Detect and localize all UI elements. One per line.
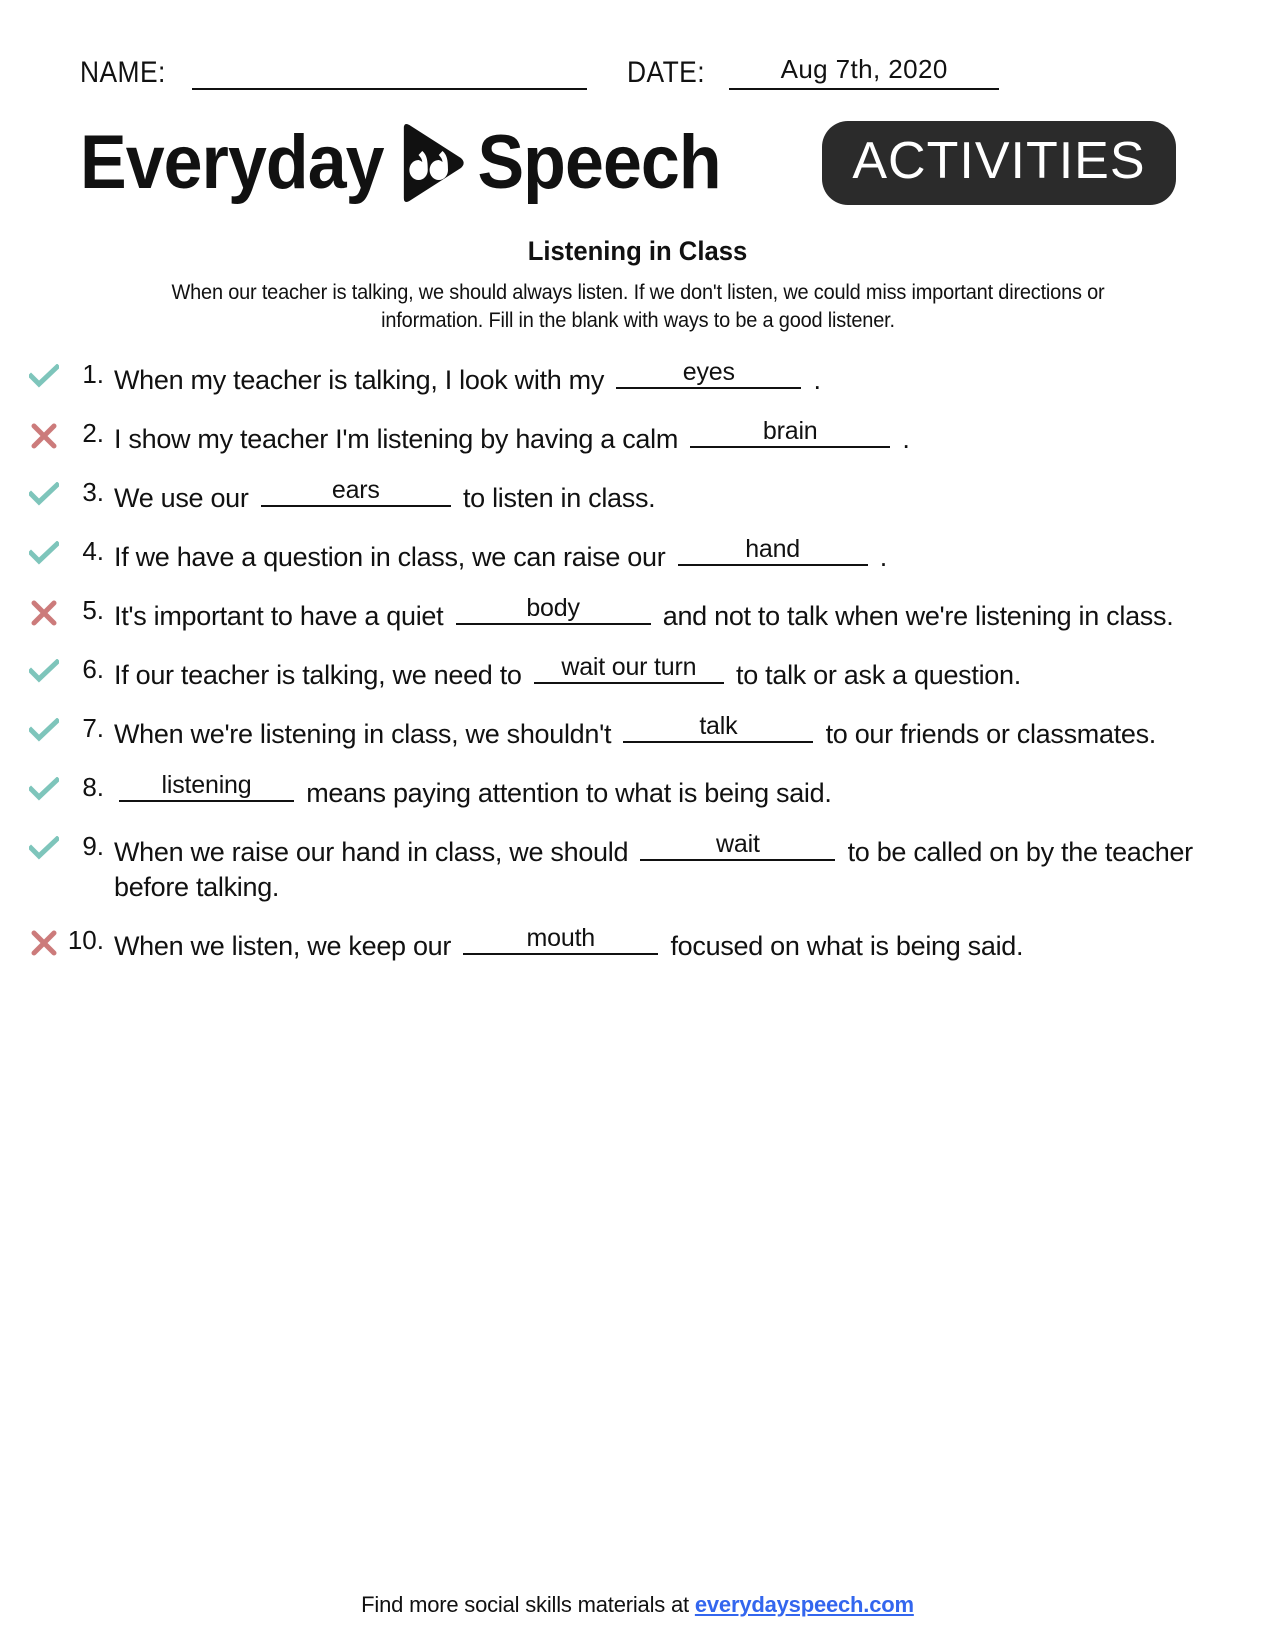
question-text-after: means paying attention to what is being said.	[299, 777, 832, 808]
question-text-before: If we have a question in class, we can raise our	[114, 541, 673, 572]
answer-blank[interactable]	[119, 770, 294, 802]
brand-wordmark	[80, 120, 721, 206]
footer-text: Find more social skills materials at	[361, 1592, 695, 1617]
question-text-before: When my teacher is talking, I look with my	[114, 365, 612, 396]
question-text	[114, 357, 1215, 399]
question-row	[22, 770, 1215, 812]
question-row	[22, 593, 1215, 635]
answer-blank[interactable]	[534, 652, 724, 684]
question-text	[114, 416, 1215, 458]
question-row	[22, 652, 1215, 694]
check-icon	[22, 652, 66, 683]
check-icon	[22, 770, 66, 801]
name-label: NAME:	[80, 56, 166, 89]
date-label: DATE:	[626, 56, 705, 89]
check-icon	[22, 711, 66, 742]
answer-value: wait our turn	[561, 652, 697, 681]
question-text-before: We use our	[114, 483, 256, 514]
answer-blank[interactable]	[623, 711, 813, 743]
cross-icon	[22, 593, 66, 626]
question-text-before: If our teacher is talking, we need to	[114, 659, 529, 690]
brand-word-everyday: Everyday	[80, 120, 384, 205]
answer-value: brain	[762, 417, 818, 446]
brand-word-speech: Speech	[477, 120, 721, 205]
question-text-before: It's important to have a quiet	[114, 600, 451, 631]
answer-value: ears	[331, 476, 380, 505]
answer-blank[interactable]	[463, 923, 658, 955]
cross-icon	[22, 416, 66, 449]
question-number: 8.	[82, 771, 104, 802]
answer-value: listening	[161, 770, 252, 799]
question-text-after: to talk or ask a question.	[728, 659, 1021, 690]
question-number: 4.	[82, 535, 104, 566]
question-text-before: I show my teacher I'm listening by having a calm	[114, 424, 686, 455]
answer-blank[interactable]	[456, 593, 651, 625]
footer-link[interactable]: everydayspeech.com	[694, 1592, 914, 1617]
date-input-line[interactable]	[729, 54, 999, 90]
question-text	[114, 829, 1215, 907]
answer-value: body	[526, 593, 580, 622]
check-icon	[22, 357, 66, 388]
question-text	[114, 593, 1215, 635]
answer-blank[interactable]	[690, 416, 890, 448]
question-list	[0, 357, 1275, 982]
question-text-after: .	[806, 365, 821, 396]
answer-value: talk	[699, 711, 738, 740]
question-text-before: When we listen, we keep our	[114, 931, 459, 962]
question-text-after: to be called on by the teacher before talking.	[114, 836, 1201, 903]
question-row	[22, 534, 1215, 576]
page-title: Listening in Class	[527, 236, 748, 266]
answer-blank[interactable]	[261, 475, 451, 507]
check-icon	[22, 829, 66, 860]
answer-value: wait	[716, 829, 760, 858]
question-text	[114, 711, 1215, 753]
question-number: 6.	[82, 653, 104, 684]
question-number: 2.	[82, 418, 104, 449]
question-text-after: .	[895, 424, 910, 455]
question-text-before: When we're listening in class, we shouldn't	[114, 718, 619, 749]
question-text-after: focused on what is being said.	[663, 931, 1024, 962]
check-icon	[22, 475, 66, 506]
answer-value: mouth	[526, 924, 596, 953]
question-row	[22, 357, 1215, 399]
question-text-after: to listen in class.	[455, 483, 656, 514]
footer	[0, 1592, 1275, 1618]
check-icon	[22, 534, 66, 565]
answer-value: eyes	[682, 358, 735, 387]
question-number: 7.	[82, 712, 104, 743]
question-number: 3.	[82, 477, 104, 508]
answer-value: hand	[745, 534, 801, 563]
question-row	[22, 475, 1215, 517]
question-number: 1.	[82, 359, 104, 390]
question-number: 10.	[67, 925, 104, 956]
answer-blank[interactable]	[616, 357, 801, 389]
date-value: Aug 7th, 2020	[780, 54, 948, 84]
question-text	[114, 534, 1215, 576]
name-input-line[interactable]	[192, 62, 587, 90]
name-date-row	[0, 0, 1275, 90]
question-number: 5.	[82, 594, 104, 625]
question-row	[22, 923, 1215, 965]
question-text-before: When we raise our hand in class, we should	[114, 836, 636, 867]
question-text-after: to our friends or classmates.	[818, 718, 1157, 749]
instructions-text: When our teacher is talking, we should always listen. If we don't listen, we could miss important directions or information. Fill in the blank with ways to be a good listener.	[170, 281, 1104, 333]
brand-header	[0, 90, 1275, 222]
question-text-after: .	[872, 541, 888, 572]
question-text	[114, 923, 1215, 965]
answer-blank[interactable]	[678, 534, 868, 566]
question-row	[22, 416, 1215, 458]
play-quote-logo-icon	[395, 120, 467, 206]
question-row	[22, 711, 1215, 753]
question-number: 9.	[82, 830, 104, 861]
question-text	[114, 770, 1215, 812]
question-text	[114, 475, 1215, 517]
question-text	[114, 652, 1215, 694]
answer-blank[interactable]	[640, 829, 835, 861]
question-text-after: and not to talk when we're listening in class.	[655, 600, 1174, 631]
question-row	[22, 829, 1215, 907]
cross-icon	[22, 923, 66, 956]
activities-badge: ACTIVITIES	[822, 121, 1175, 205]
